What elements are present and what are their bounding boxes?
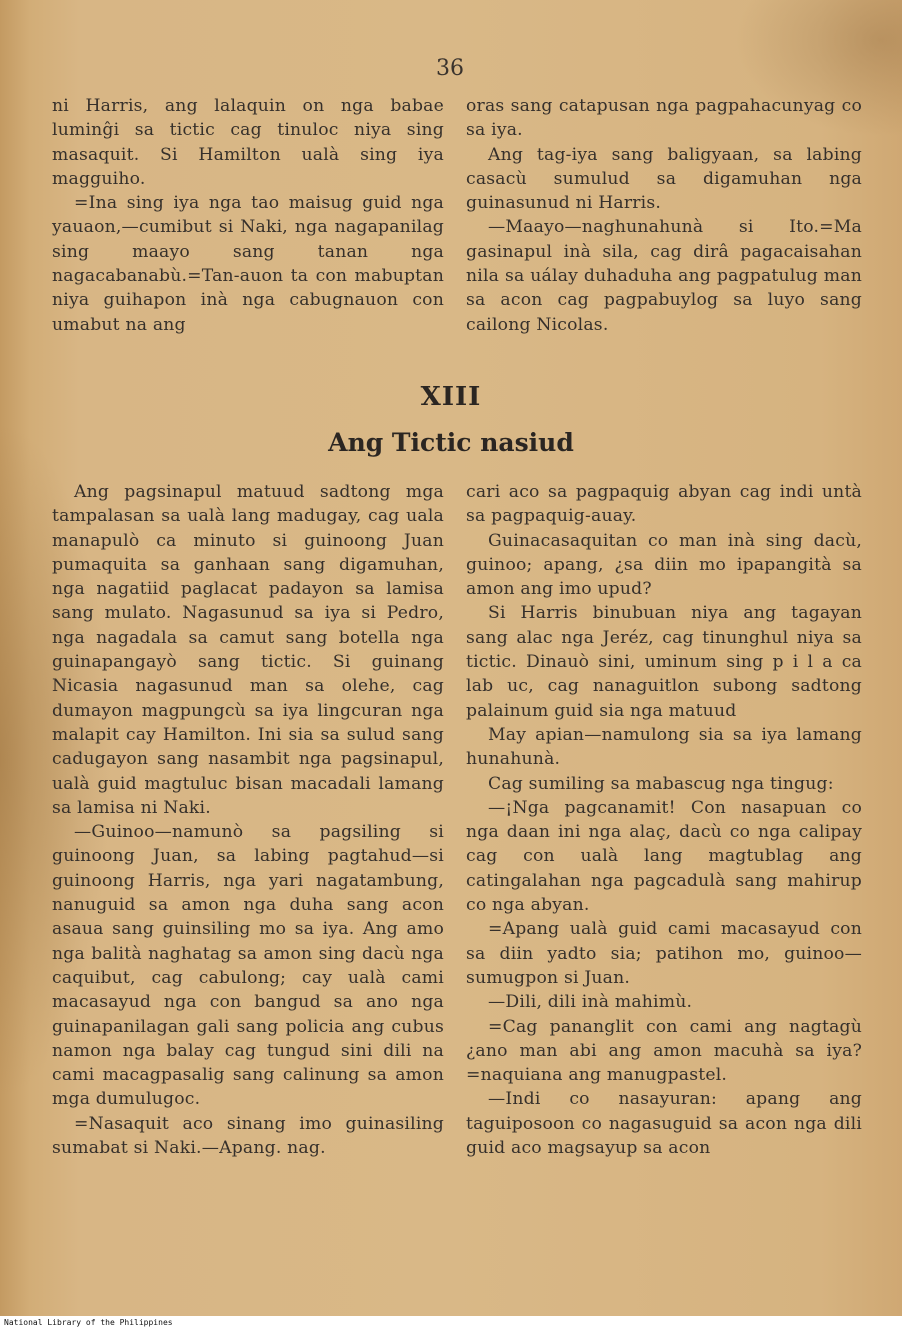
chapter-number: XIII: [420, 382, 482, 412]
paragraph: —Dili, dili inà mahimù.: [488, 992, 693, 1013]
paragraph: =Ina sing iya nga tao maisug guid nga yauaon,—cumibut si Naki, nga nagapanilag sing maayo sang tanan nga nagacabanabù.=Tan-auon ta con mabuptan niya guihapon inà nga cabugnauon con umabut na ang: [52, 193, 444, 335]
paragraph: Guinacasaquitan co man inà sing dacù, guinoo; apang, ¿sa diin mo ipapangità sa amon ang imo upud?: [466, 530, 862, 600]
library-credit: National Library of the Philippines: [4, 1318, 173, 1327]
top-right-column: [466, 94, 862, 337]
paragraph: —Maayo—naghunahunà si Ito.=Ma gasinapul inà sila, cag dirâ pagacaisahan nila sa uálay duhaduha ang pagpatulug man sa acon cag pagpabuylog sa luyo sang cailong Nicolas.: [466, 217, 862, 335]
paragraph: =Nasaquit aco sinang imo guinasiling sumabat si Naki.—Apang. nag.: [52, 1113, 444, 1159]
paragraph: May apian—namulong sia sa iya lamang hunahunà.: [466, 724, 862, 770]
paragraph: Ang tag-iya sang baligyaan, sa labing casacù sumulud sa digamuhan nga guinasunud ni Harris.: [466, 144, 862, 214]
paragraph: Ang pagsinapul matuud sadtong mga tampalasan sa ualà lang madugay, cag uala manapulò ca minuto si guinoong Juan pumaquita sa ganhaan sang digamuhan, nga nagatiid paglacat padayon sa lamisa sang mulato. Nagasunud sa iya si Pedro, nga nagadala sa camut sang botella nga guinapangayò sang tictic. Si guinang Nicasia nagasunud man sa olehe, cag dumayon magpungcù sa iya lingcuran nga malapit cay Hamilton. Ini sia sa sulud sang cadugayon sang nasambit nga pagsinapul, ualà guid magtuluc bisan macadali lamang sa lamisa ni Naki.: [52, 482, 444, 818]
chapter-title: Ang Tictic nasiud: [328, 428, 574, 457]
paragraph: Cag sumiling sa mabascug nga tingug:: [488, 773, 834, 794]
paragraph: oras sang catapusan nga pagpahacunyag co sa iya.: [466, 96, 862, 141]
page-number: 36: [436, 56, 464, 81]
paragraph: —Indi co nasayuran: apang ang taguiposoon co nagasuguid sa acon nga dili guid aco magsayup sa acon: [466, 1089, 862, 1159]
paragraph: cari aco sa pagpaquig abyan cag indi untà sa pagpaquig-auay.: [466, 482, 862, 527]
paragraph: —¡Nga pagcanamit! Con nasapuan co nga daan ini nga alaç, dacù co nga calipay cag con ualà lang magtublag ang catingalahan nga pagcadulà sang mahirup co nga abyan.: [466, 797, 862, 916]
paragraph: Si Harris binubuan niya ang tagayan sang alac nga Jeréz, cag tinunghul niya sa tictic. Dinauò sini, uminum sing p i l a ca lab uc, cag nanaguitlon subong sadtong palainum guid sia nga matuud: [466, 603, 862, 721]
bottom-left-column: [52, 480, 444, 1160]
paragraph: =Apang ualà guid cami macasayud con sa diin yadto sia; patihon mo, guinoo—sumugpon si Juan.: [466, 919, 862, 988]
paragraph: =Cag pananglit con cami ang nagtagù ¿ano man abi ang amon macuhà sa iya?=naquiana ang manugpastel.: [466, 1016, 862, 1086]
paragraph: —Guinoo—namunò sa pagsiling si guinoong Juan, sa labing pagtahud—si guinoong Harris, nga yari nagatambung, nanuguid sa amon nga duha sang acon asaua sang guinsiling mo sa iya. Ang amo nga balità naghatag sa amon sing dacù nga caquibut, cag cabulong; cay ualà cami macasayud nga con bangud sa ano nga guinapanilagan gali sang policia ang cubus namon nga balay cag tungud sini dili na cami macagpasalig sang calinung sa amon mga dumulugoc.: [52, 822, 444, 1110]
bottom-right-column: [466, 480, 862, 1160]
top-left-column: [52, 94, 444, 337]
paragraph: ni Harris, ang lalaquin on nga babae luminĝi sa tictic cag tinuloc niya sing masaquit. Si Hamilton ualà sing iya magguiho.: [52, 96, 444, 189]
